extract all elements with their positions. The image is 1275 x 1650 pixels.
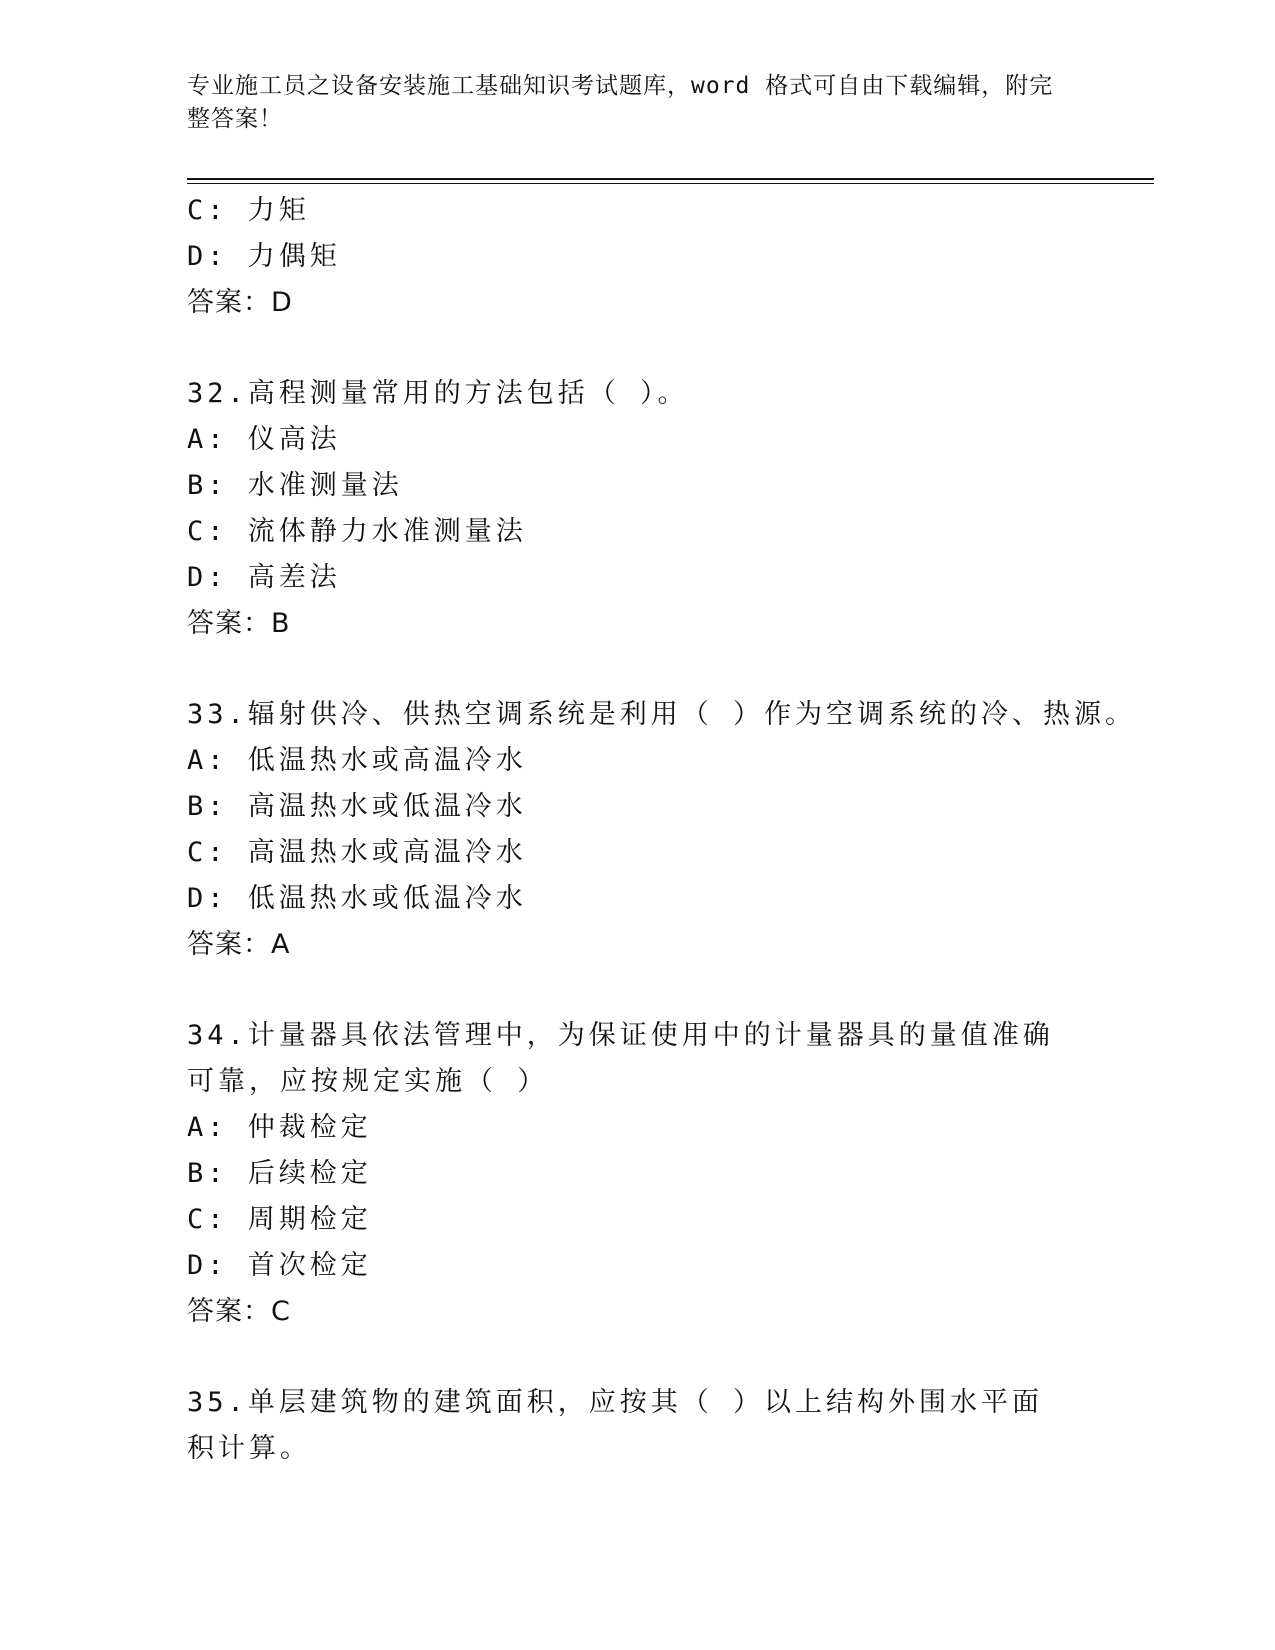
option-b: B: 高温热水或低温冷水 [187,791,527,822]
option-d: D: 力偶矩 [187,241,341,272]
option-b: B: 水准测量法 [187,470,403,501]
header-divider-thin [187,183,1154,184]
document-header: 专业施工员之设备安装施工基础知识考试题库，word 格式可自由下载编辑，附完整答案！ [187,73,1054,132]
option-d: D: 低温热水或低温冷水 [187,883,527,914]
option-c: C: 力矩 [187,195,310,226]
option-c: C: 周期检定 [187,1204,372,1235]
header-divider-thick [187,178,1154,180]
question-text: 35.单层建筑物的建筑面积，应按其（ ）以上结构外围水平面积计算。 [187,1387,1044,1464]
option-a: A: 仲裁检定 [187,1112,372,1143]
answer-line: 答案：B [187,608,291,639]
option-c: C: 高温热水或高温冷水 [187,837,527,868]
question-text: 34.计量器具依法管理中，为保证使用中的计量器具的量值准确可靠，应按规定实施（ ） [187,1020,1054,1097]
question-text: 33.辐射供冷、供热空调系统是利用（ ）作为空调系统的冷、热源。 [187,699,1137,730]
answer-line: 答案：D [187,287,293,318]
option-a: A: 仪高法 [187,424,341,455]
option-c: C: 流体静力水准测量法 [187,516,527,547]
option-d: D: 首次检定 [187,1250,372,1281]
option-d: D: 高差法 [187,562,341,593]
answer-line: 答案：A [187,929,291,960]
option-b: B: 后续检定 [187,1158,372,1189]
question-list [187,188,1137,1472]
answer-line: 答案：C [187,1296,291,1327]
question-text: 32.高程测量常用的方法包括（ ）。 [187,378,689,409]
option-a: A: 低温热水或高温冷水 [187,745,527,776]
